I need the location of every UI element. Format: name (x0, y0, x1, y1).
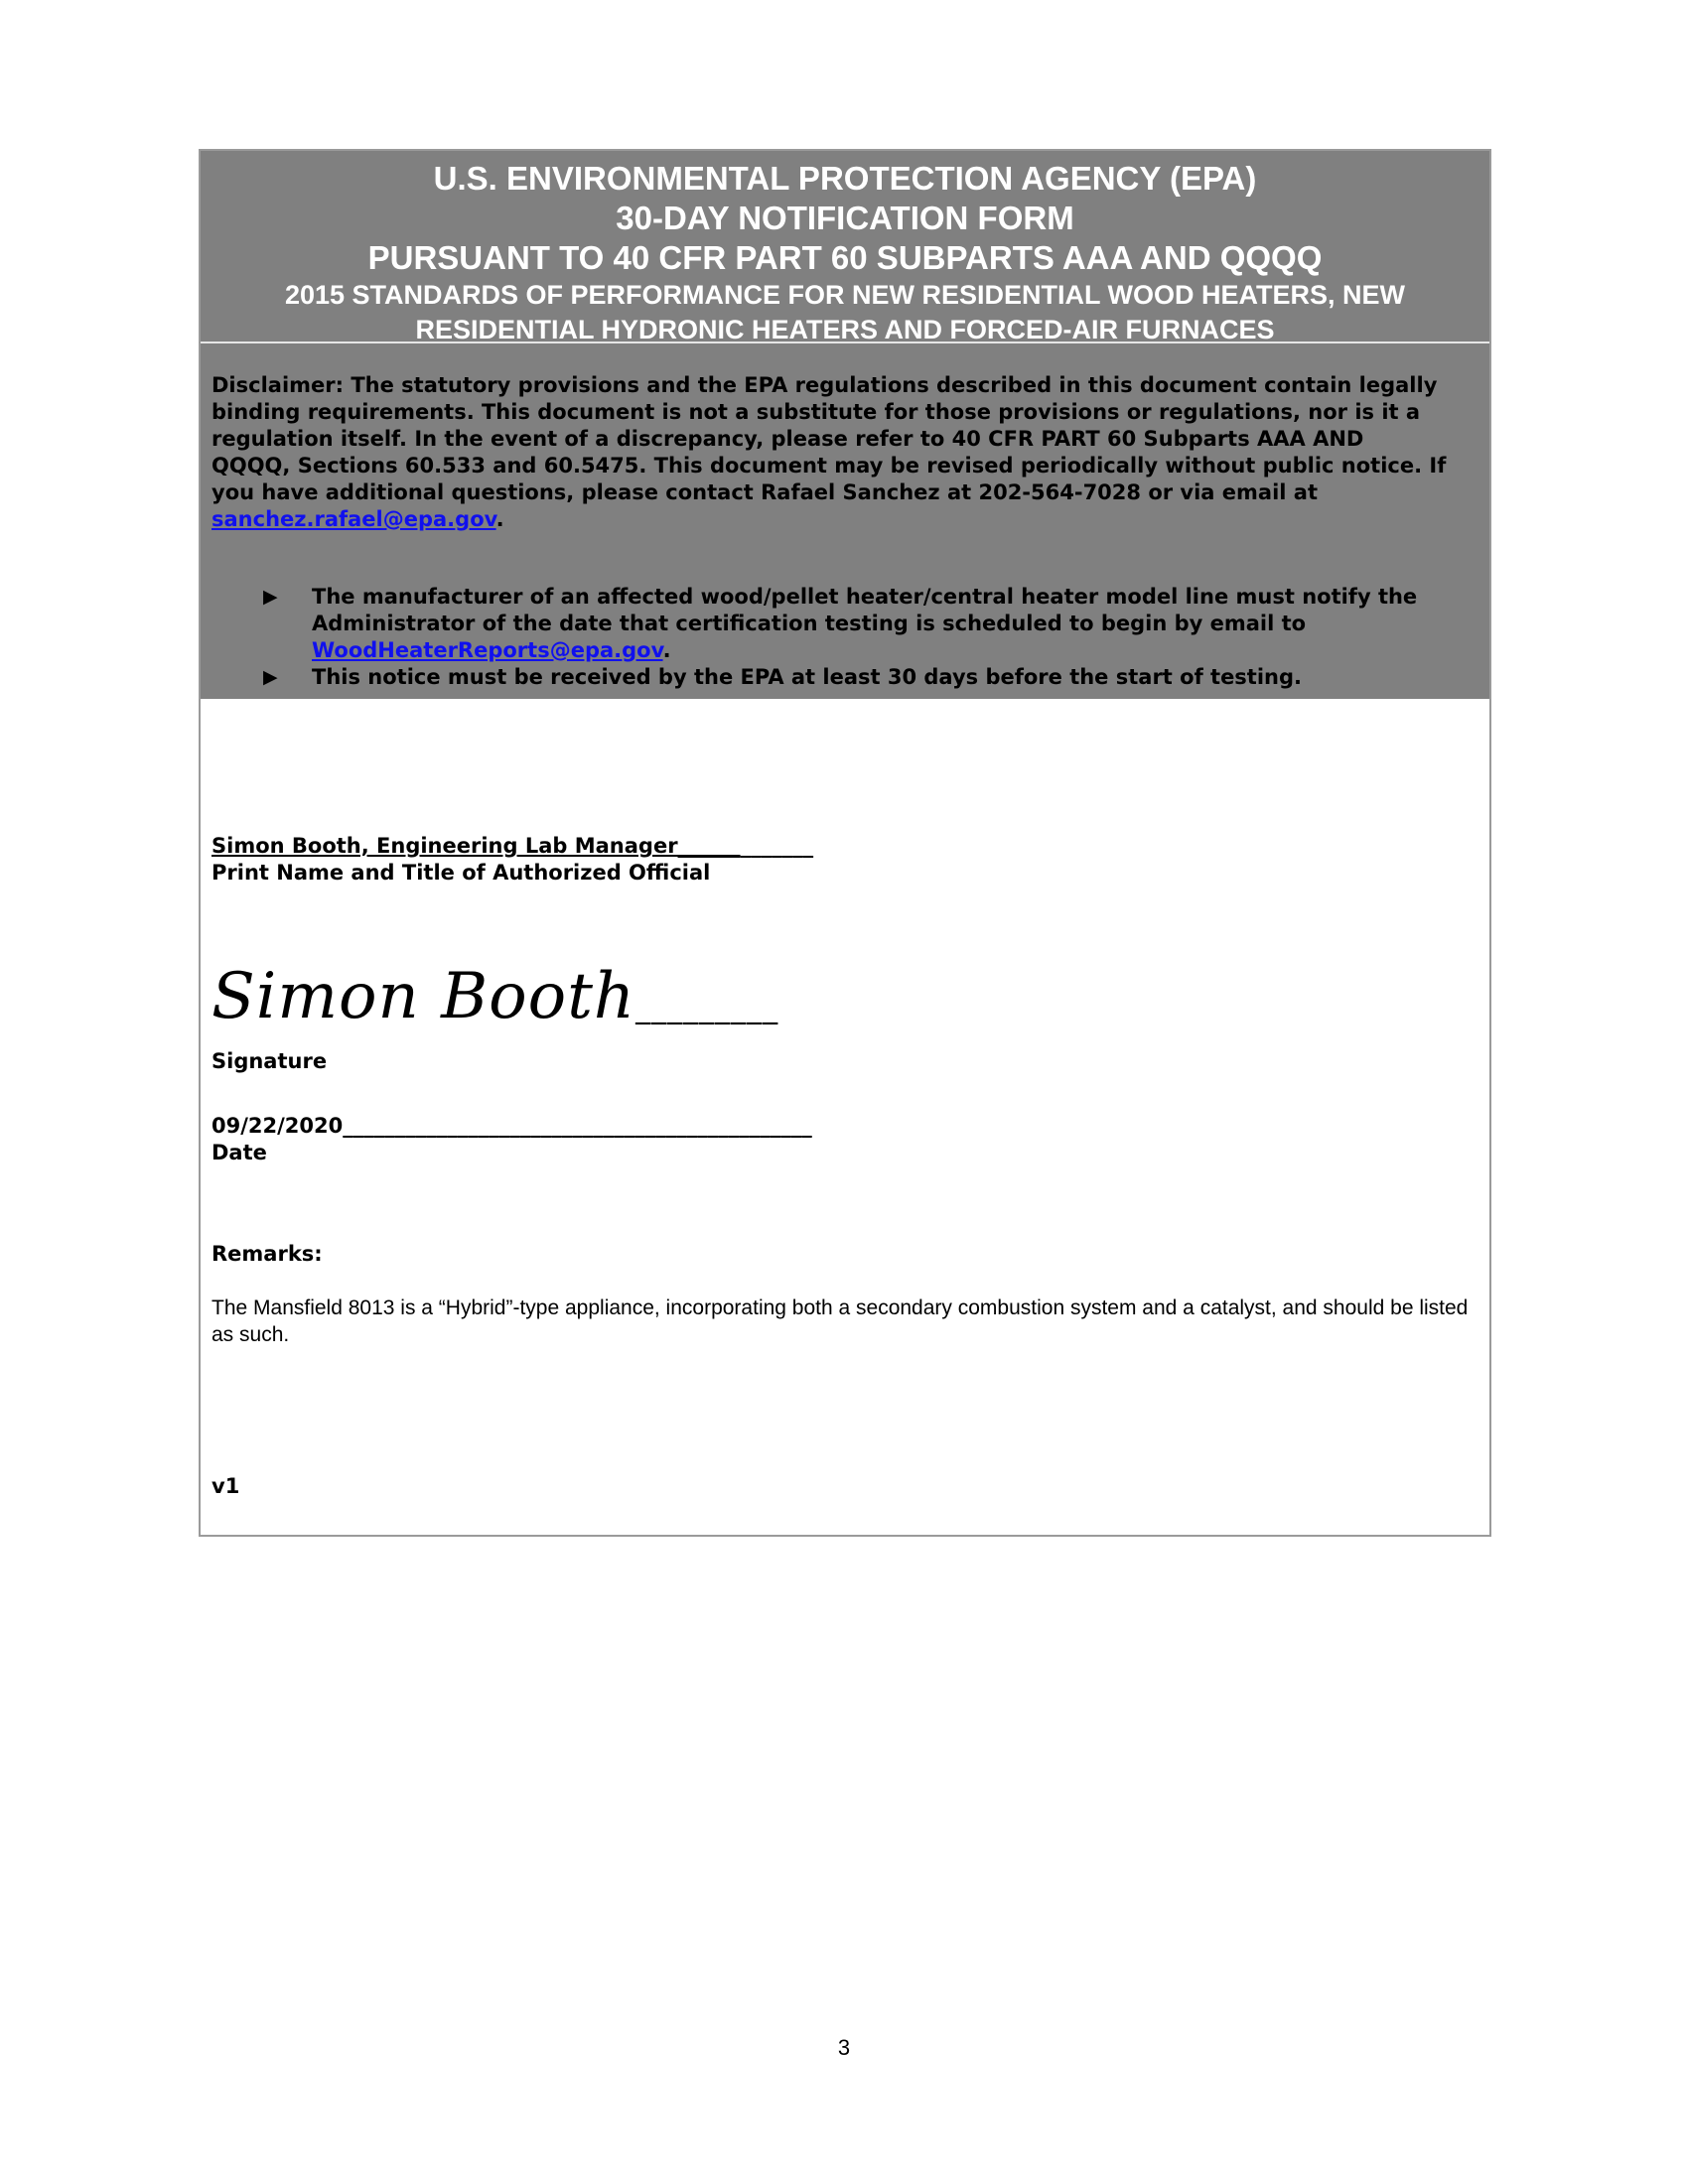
date-field[interactable] (211, 1113, 812, 1140)
disclaimer-section (201, 343, 1489, 699)
official-name-trail: _______ (740, 834, 814, 858)
bullet-item-notify (211, 584, 1450, 664)
header-agency: U.S. ENVIRONMENTAL PROTECTION AGENCY (EPA) (433, 160, 1257, 197)
page-number: 3 (837, 2035, 851, 2060)
report-email-link[interactable]: WoodHeaterReports@epa.gov (312, 638, 663, 662)
signature-value: Simon Booth (211, 960, 636, 1033)
remarks-label: Remarks: (211, 1242, 323, 1266)
triangle-bullet-icon: ▶ (263, 586, 278, 608)
date-label: Date (211, 1141, 267, 1164)
form-body (201, 699, 1489, 1535)
notice-bullet-list (211, 584, 1450, 691)
triangle-bullet-icon: ▶ (263, 666, 278, 688)
signature-trail: _________ (635, 991, 779, 1025)
date-value: 09/22/2020 (211, 1114, 344, 1138)
official-name-field[interactable] (211, 833, 813, 860)
bullet-item-deadline (211, 664, 1450, 691)
date-trail: _____________________________________________ (343, 1114, 812, 1138)
disclaimer-end: . (495, 507, 504, 531)
signature-label: Signature (211, 1049, 328, 1073)
version-label: v1 (211, 1474, 240, 1498)
bullet-text: The manufacturer of an affected wood/pellet heater/central heater model line must notify the Administrator of the date that certification testing is scheduled to begin by email to (312, 585, 1418, 635)
header-standards-1: 2015 STANDARDS OF PERFORMANCE FOR NEW RESIDENTIAL WOOD HEATERS, NEW (284, 280, 1406, 310)
header-standards-2: RESIDENTIAL HYDRONIC HEATERS AND FORCED-AIR FURNACES (415, 315, 1275, 344)
form-header (201, 151, 1489, 343)
disclaimer-paragraph (211, 372, 1450, 533)
notification-form (199, 149, 1491, 1537)
official-name-label: Print Name and Title of Authorized Official (211, 861, 711, 885)
bullet-text: This notice must be received by the EPA at least 30 days before the start of testing. (312, 665, 1303, 689)
bullet-end: . (662, 638, 671, 662)
header-form-title: 30-DAY NOTIFICATION FORM (616, 200, 1074, 236)
signature-field[interactable] (211, 962, 778, 1043)
disclaimer-text: Disclaimer: The statutory provisions and the EPA regulations described in this document contain legally binding requirements. This document is not a substitute for those provisions or regulations, nor is it a regulation itself. In the event of a discrepancy, please refer to 40 CFR PART 60 Subparts AAA AND QQQQ, Sections 60.533 and 60.5475. This document may be revised periodically without public notice. If you have additional questions, please contact Rafael Sanchez at 202-564-7028 or via email at (211, 373, 1447, 504)
header-cfr: PURSUANT TO 40 CFR PART 60 SUBPARTS AAA AND QQQQ (367, 239, 1323, 276)
remarks-text: The Mansfield 8013 is a “Hybrid”-type appliance, incorporating both a secondary combustion system and a catalyst, and should be listed as such. (211, 1297, 1469, 1346)
contact-email-link[interactable]: sanchez.rafael@epa.gov (211, 507, 496, 531)
official-name-value: Simon Booth, Engineering Lab Manager______ (211, 834, 741, 858)
